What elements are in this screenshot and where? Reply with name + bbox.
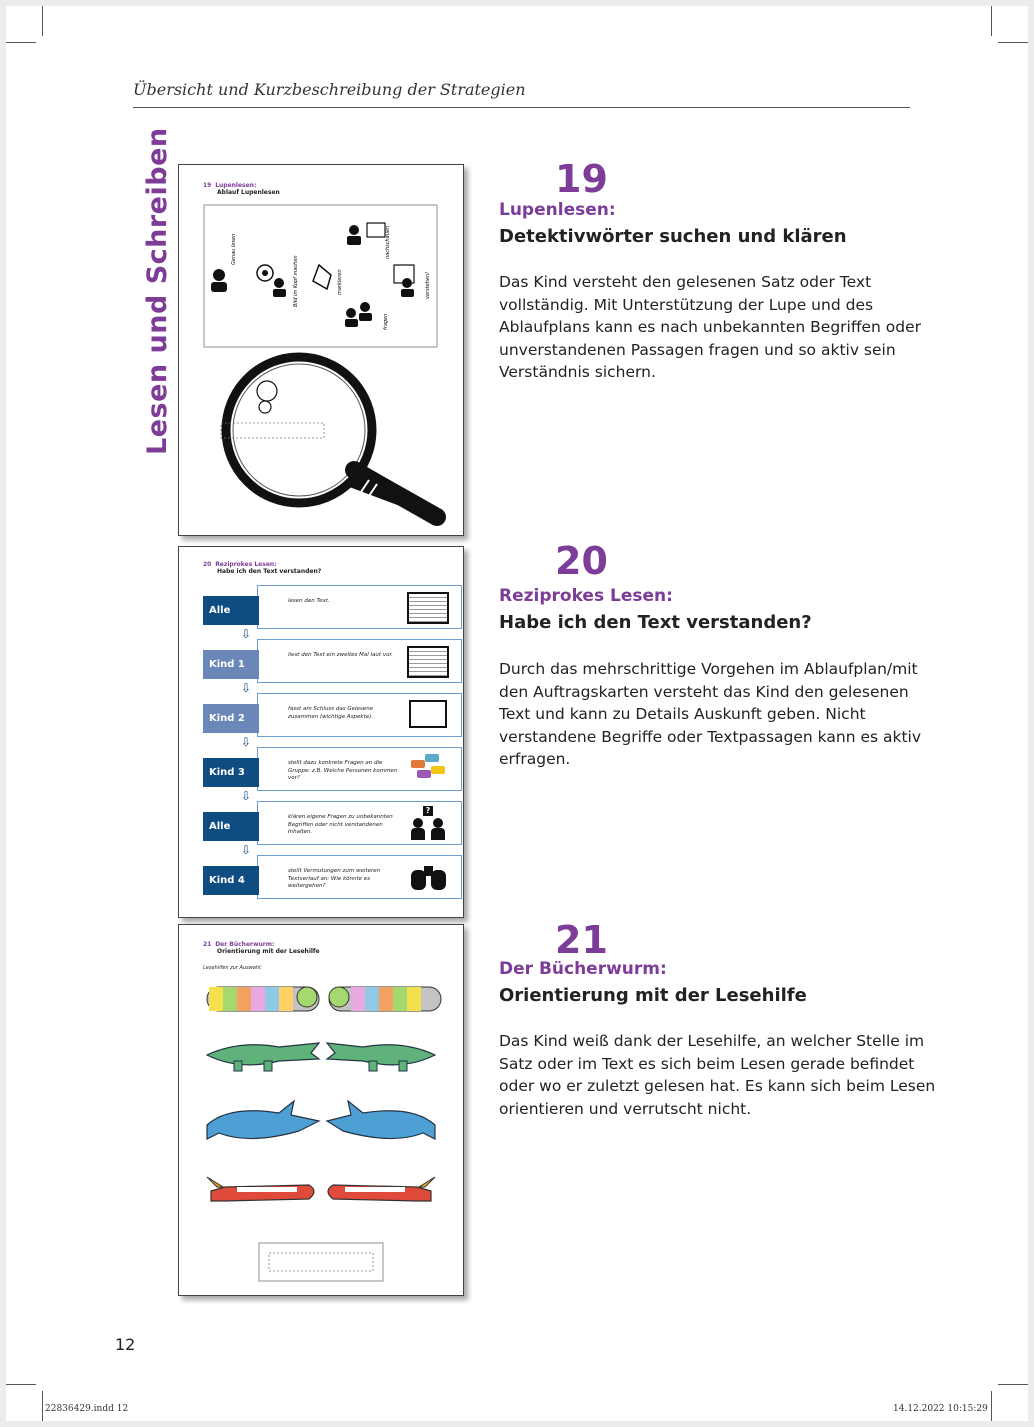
strategy-description: Das Kind versteht den gelesenen Satz oder Text vollständig. Mit Unterstützung der Lupe und des Ablaufplans kann es nach unbekannten Begriffen oder unverstandenen Passagen fragen und so aktiv sein Verständnis sichern. — [499, 273, 922, 381]
strategy-subtitle: Orientierung mit der Lesehilfe — [499, 985, 807, 1006]
arrow-down-icon: ⇩ — [241, 789, 252, 803]
strategy-number: 19 — [555, 157, 608, 201]
step-text: fasst am Schluss das Gelesene zusammen (wichtige Aspekte). — [288, 706, 374, 720]
step-label: Kind 4 — [203, 866, 259, 895]
arrow-down-icon: ⇩ — [241, 627, 252, 641]
step-text: lesen den Text. — [288, 598, 330, 604]
book-icon — [407, 646, 449, 678]
thumb-caption: Lesehilfen zur Auswahl: — [203, 965, 263, 971]
bookworm-left — [207, 987, 319, 1011]
strategy-number: 20 — [555, 539, 608, 583]
thumb-heading: 20 Reziprokes Lesen: Habe ich den Text verstanden? — [203, 561, 322, 575]
thumb-label: nachschauen — [385, 225, 391, 259]
crocodile-left — [207, 1043, 319, 1071]
thumb-heading: 21 Der Bücherwurm: Orientierung mit der Lesehilfe — [203, 941, 320, 955]
step-label: Alle — [203, 596, 259, 625]
step-label: Kind 1 — [203, 650, 259, 679]
airplane-left — [207, 1177, 314, 1201]
step-label: Alle — [203, 812, 259, 841]
thumbnail-buecherwurm — [178, 924, 464, 1296]
bookworm-right — [329, 987, 441, 1011]
step-label: Kind 3 — [203, 758, 259, 787]
page-number: 12 — [115, 1335, 136, 1354]
step-row — [203, 639, 463, 693]
section-side-title: Lesen und Schreiben — [142, 127, 173, 455]
thumb-label: markieren — [337, 269, 343, 295]
shark-right — [327, 1101, 435, 1139]
thumb-label: verstehen! — [425, 271, 431, 299]
strategy-number: 21 — [555, 918, 608, 962]
arrow-down-icon: ⇩ — [241, 735, 252, 749]
step-row — [203, 855, 463, 909]
thumb-heading: 19 Lupenlesen: Ablauf Lupenlesen — [203, 182, 280, 196]
strategy-description: Das Kind weiß dank der Lesehilfe, an welcher Stelle im Satz oder im Text es sich beim Lesen gerade befindet oder wo er zuletzt gelesen hat. Es kann sich beim Lesen orientieren und verrutscht nicht. — [499, 1032, 936, 1118]
step-row — [203, 585, 463, 639]
strategy-subtitle: Detektivwörter suchen und klären — [499, 226, 847, 247]
strategy-title: Reziprokes Lesen: — [499, 586, 673, 606]
book-icon — [407, 592, 449, 624]
step-text: klären eigene Fragen zu unbekannten Begriffen oder nicht verstandenen Inhalten. — [288, 814, 393, 835]
thumb-label: Bild im Kopf machen — [293, 255, 299, 307]
board-icon — [409, 700, 447, 728]
thumbnail-lupenlesen — [178, 164, 464, 536]
speech-bubbles-icon — [407, 752, 447, 786]
people-question-icon: ? — [411, 806, 447, 840]
step-text: stellt dazu konkrete Fragen an die Gruppe: z.B. Welche Personen kommen vor? — [288, 760, 398, 781]
thumb-label: Genau lesen — [231, 233, 237, 265]
step-row — [203, 693, 463, 747]
footer-date: 14.12.2022 10:15:29 — [893, 1404, 988, 1414]
reziprokes-steps — [203, 585, 463, 915]
strategy-title: Lupenlesen: — [499, 200, 616, 220]
header-divider — [133, 107, 910, 108]
arrow-down-icon: ⇩ — [241, 843, 252, 857]
binoculars-icon — [411, 862, 447, 892]
thumb-label: fragen — [383, 313, 389, 330]
arrow-down-icon: ⇩ — [241, 681, 252, 695]
airplane-right — [328, 1177, 435, 1201]
strategy-title: Der Bücherwurm: — [499, 959, 667, 979]
step-label: Kind 2 — [203, 704, 259, 733]
crocodile-right — [327, 1043, 435, 1071]
page-header: Übersicht und Kurzbeschreibung der Strategien — [133, 80, 526, 99]
thumbnail-reziprokes-lesen — [178, 546, 464, 918]
strategy-subtitle: Habe ich den Text verstanden? — [499, 612, 812, 633]
step-text: liest den Text ein zweites Mal laut vor. — [288, 652, 393, 658]
footer-file: 22836429.indd 12 — [45, 1404, 129, 1414]
strategy-description: Durch das mehrschrittige Vorgehen im Ablaufplan/mit den Auftragskarten versteht das Kind den gelesenen Text und kann zu Details Auskunft geben. Nicht verstandene Begriffe oder Textpassagen kann es aktiv erfragen. — [499, 660, 922, 768]
shark-left — [207, 1101, 319, 1139]
step-row — [203, 747, 463, 801]
reading-aid-illustrations — [179, 925, 463, 1295]
step-row — [203, 801, 463, 855]
lupenlesen-flow-diagram — [179, 165, 463, 535]
step-text: stellt Vermutungen zum weiteren Textverlauf an: Wie könnte es weitergehen? — [288, 868, 381, 889]
